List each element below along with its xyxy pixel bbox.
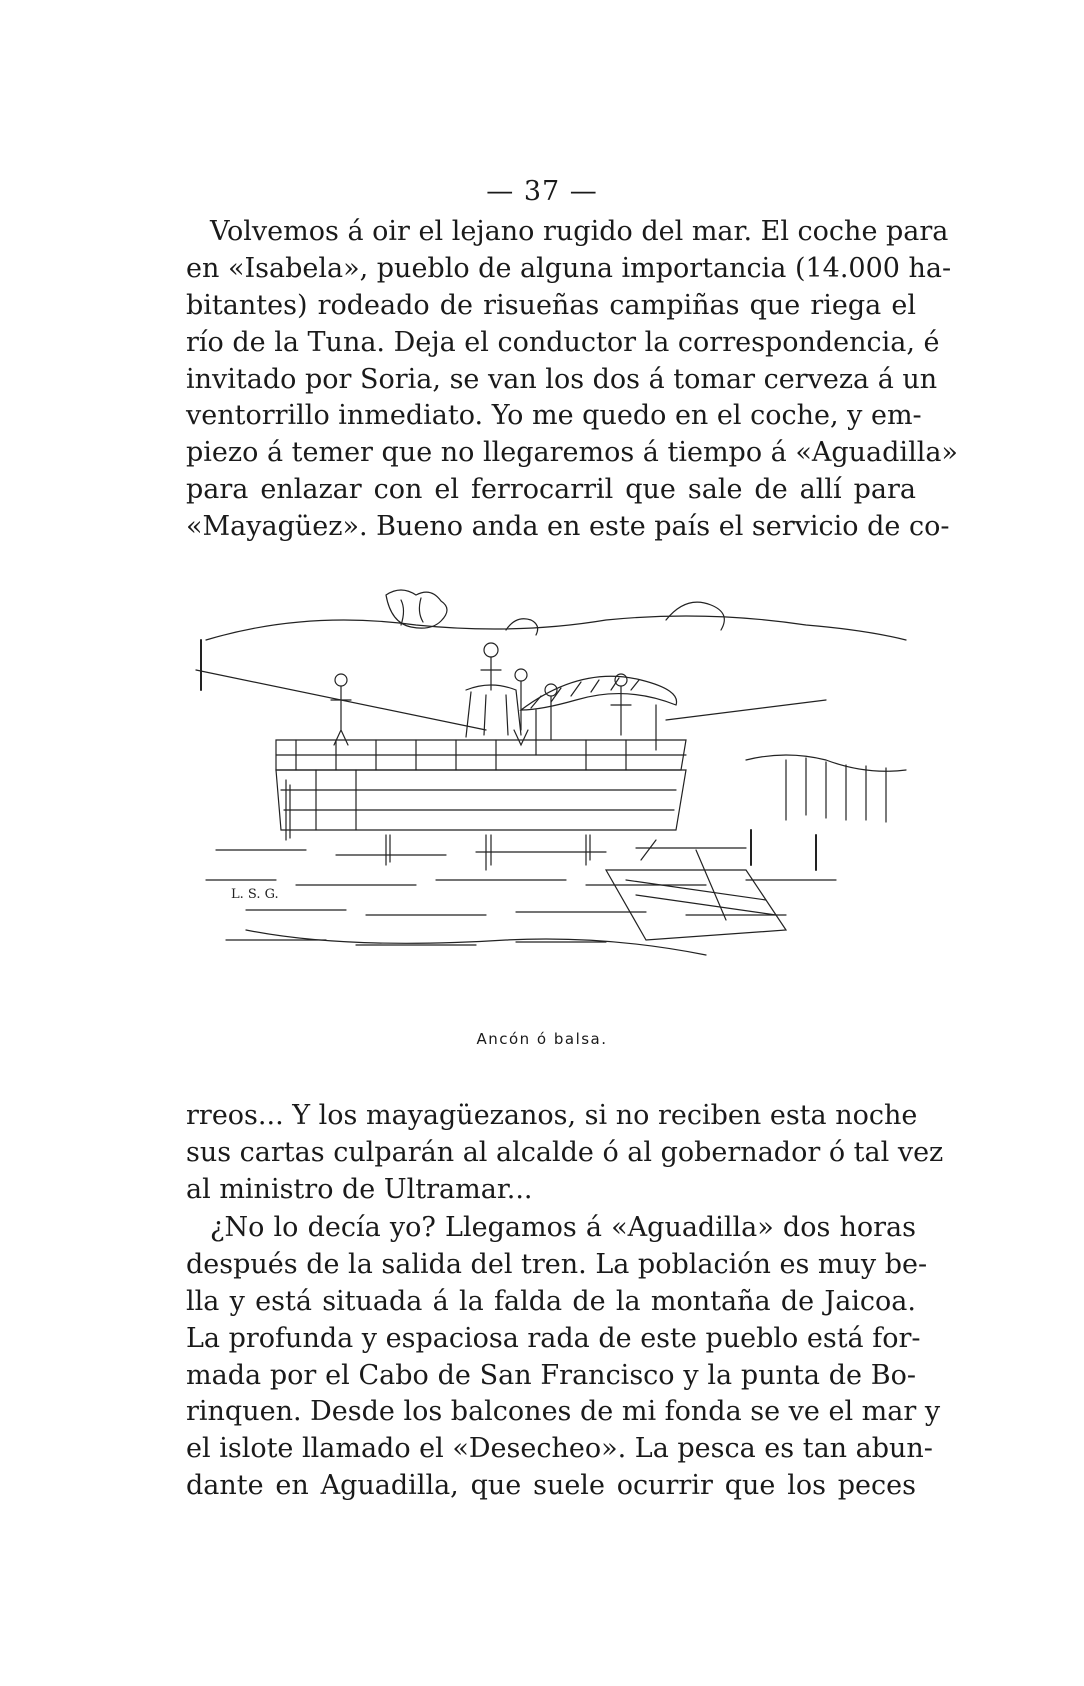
text-line: invitado por Soria, se van los dos á tomar cerveza á un bbox=[186, 363, 938, 395]
figure-head-2 bbox=[515, 669, 527, 681]
water-ripples bbox=[216, 848, 746, 855]
text-line: mada por el Cabo de San Francisco y la punta de Bo- bbox=[186, 1359, 916, 1391]
horse bbox=[466, 685, 521, 737]
paragraph-1 bbox=[186, 214, 958, 546]
text-line: río de la Tuna. Deja el conductor la correspondencia, é bbox=[186, 326, 940, 358]
text-line: rreos... Y los mayagüezanos, si no reciben esta noche bbox=[186, 1100, 918, 1131]
text-line: después de la salida del tren. La población es muy be- bbox=[186, 1248, 928, 1280]
text-line: rinquen. Desde los balcones de mi fonda se ve el mar y bbox=[186, 1396, 941, 1428]
text-line: para enlazar con el ferrocarril que sale de allí para bbox=[186, 474, 916, 506]
ferry-illustration bbox=[186, 580, 916, 1000]
ferry-rope-right bbox=[666, 700, 826, 720]
text-line: lla y está situada á la falda de la montaña de Jaicoa. bbox=[186, 1285, 916, 1317]
reeds bbox=[786, 758, 886, 822]
text-line: sus cartas culparán al alcalde ó al gobernador ó tal vez bbox=[186, 1136, 944, 1168]
figure-head-4 bbox=[615, 674, 627, 686]
foreground-shore bbox=[246, 930, 706, 955]
tree-shading bbox=[401, 598, 423, 625]
text-line: piezo á temer que no llegaremos á tiempo á «Aguadilla» bbox=[186, 437, 958, 469]
water-ripples bbox=[206, 880, 836, 885]
text-line: en «Isabela», pueblo de alguna importancia (14.000 ha- bbox=[186, 252, 952, 284]
text-line: ventorrillo inmediato. Yo me quedo en el coche, y em- bbox=[186, 400, 922, 432]
hull-ribs bbox=[316, 770, 356, 830]
paragraph-2 bbox=[186, 1210, 941, 1505]
text-line: La profunda y espaciosa rada de este pueblo está for- bbox=[186, 1322, 921, 1354]
text-line: dante en Aguadilla, que suele ocurrir que los peces bbox=[186, 1470, 916, 1502]
mooring-posts bbox=[751, 830, 816, 870]
text-line: el islote llamado el «Desecheo». La pesca es tan abun- bbox=[186, 1433, 933, 1465]
text-line: ¿No lo decía yo? Llegamos á «Aguadilla» dos horas bbox=[210, 1212, 916, 1243]
hull-planks bbox=[281, 790, 676, 810]
text-line: al ministro de Ultramar... bbox=[186, 1173, 533, 1205]
paragraph-1-continued bbox=[186, 1098, 944, 1209]
oars bbox=[641, 840, 726, 920]
rider-head bbox=[484, 643, 498, 657]
text-line: «Mayagüez». Bueno anda en este país el servicio de co- bbox=[186, 511, 950, 543]
figure-body bbox=[331, 686, 351, 745]
figure-head bbox=[335, 674, 347, 686]
distant-bush bbox=[506, 619, 538, 635]
text-line: Volvemos á oir el lejano rugido del mar. El coche para bbox=[210, 216, 949, 247]
hill-line bbox=[206, 616, 906, 640]
reflection-hatching bbox=[286, 780, 590, 870]
page-number: — 37 — bbox=[486, 176, 598, 207]
artist-signature: L. S. G. bbox=[231, 887, 279, 902]
figure-head-3 bbox=[545, 684, 557, 696]
ferry-engraving bbox=[186, 580, 916, 1000]
illustration-caption: Ancón ó balsa. bbox=[476, 1030, 608, 1048]
awning-posts bbox=[536, 705, 656, 755]
text-line: bitantes) rodeado de risueñas campiñas que riega el bbox=[186, 289, 916, 321]
water-ripples bbox=[246, 910, 786, 915]
water-ripples bbox=[226, 940, 606, 945]
ferry-hull bbox=[276, 770, 686, 830]
